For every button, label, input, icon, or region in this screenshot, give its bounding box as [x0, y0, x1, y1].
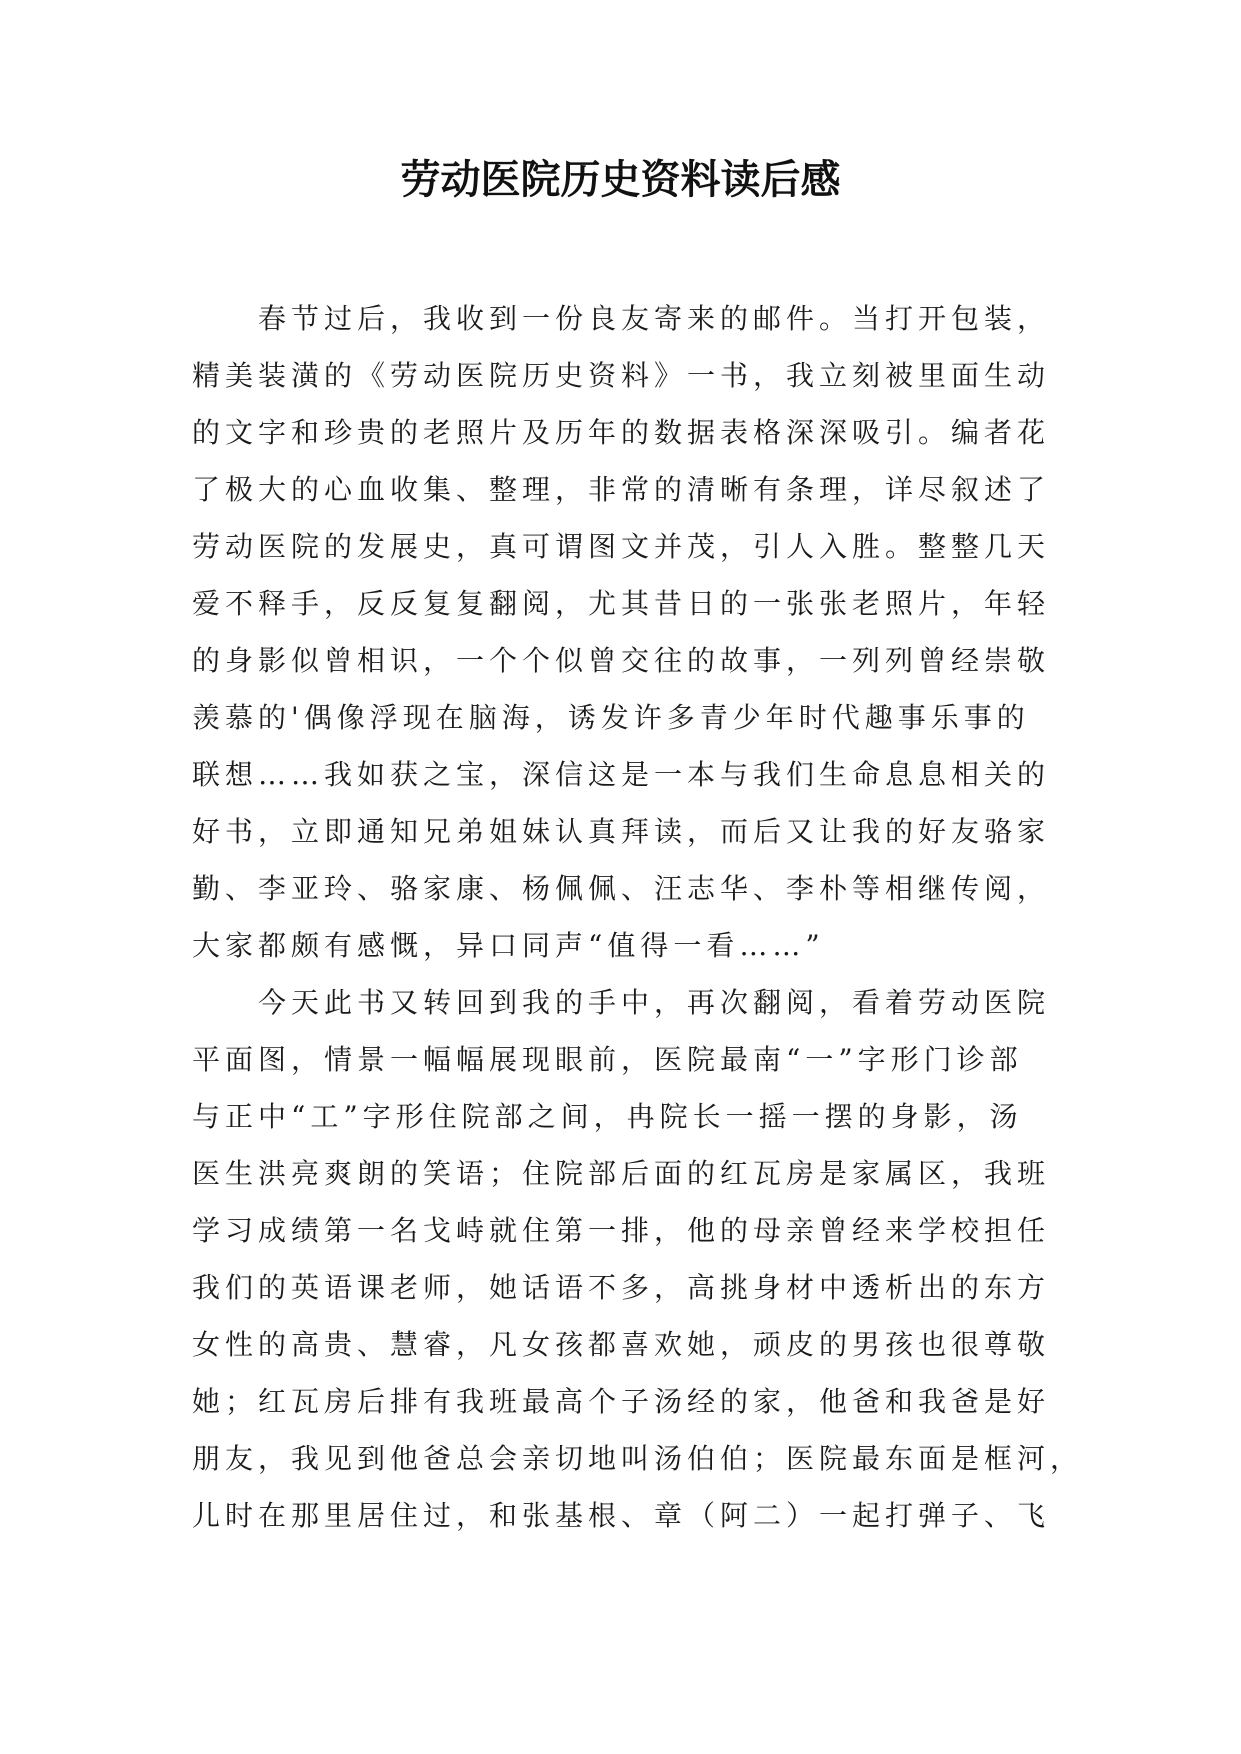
text-line: 大家都颇有感慨，异口同声“值得一看……”: [192, 929, 825, 962]
text-line: 她；红瓦房后排有我班最高个子汤经的家，他爸和我爸是好: [192, 1385, 1051, 1418]
text-line: 的文字和珍贵的老照片及历年的数据表格深深吸引。编者花: [192, 416, 1051, 449]
document-body: [192, 290, 1084, 1544]
text-line: 女性的高贵、慧睿，凡女孩都喜欢她，顽皮的男孩也很尊敬: [192, 1328, 1051, 1361]
text-line: 精美装潢的《劳动医院历史资料》一书，我立刻被里面生动: [192, 359, 1051, 392]
document-title: 劳动医院历史资料读后感: [400, 156, 841, 203]
text-line: 了极大的心血收集、整理，非常的清晰有条理，详尽叙述了: [192, 473, 1051, 506]
text-line: 联想……我如获之宝，深信这是一本与我们生命息息相关的: [192, 758, 1051, 791]
text-line: 医生洪亮爽朗的笑语；住院部后面的红瓦房是家属区，我班: [192, 1157, 1051, 1190]
paragraph-1: [192, 290, 1072, 974]
text-line: 勤、李亚玲、骆家康、杨佩佩、汪志华、李朴等相继传阅，: [192, 872, 1051, 905]
text-line: 我们的英语课老师，她话语不多，高挑身材中透析出的东方: [192, 1271, 1051, 1304]
paragraph-2: [192, 974, 1084, 1544]
text-line: 今天此书又转回到我的手中，再次翻阅，看着劳动医院: [258, 986, 1051, 1019]
text-line: 儿时在那里居住过，和张基根、章（阿二）一起打弹子、飞: [192, 1499, 1051, 1532]
text-line: 好书，立即通知兄弟姐妹认真拜读，而后又让我的好友骆家: [192, 815, 1051, 848]
text-line: 劳动医院的发展史，真可谓图文并茂，引人入胜。整整几天: [192, 530, 1051, 563]
text-line: 羡慕的'偶像浮现在脑海，诱发许多青少年时代趣事乐事的: [192, 701, 1030, 734]
text-line: 的身影似曾相识，一个个似曾交往的故事，一列列曾经崇敬: [192, 644, 1051, 677]
text-line: 平面图，情景一幅幅展现眼前，医院最南“一”字形门诊部: [192, 1043, 1023, 1076]
text-line: 春节过后，我收到一份良友寄来的邮件。当打开包装，: [258, 302, 1051, 335]
text-line: 学习成绩第一名戈峙就住第一排，他的母亲曾经来学校担任: [192, 1214, 1051, 1247]
text-line: 爱不释手，反反复复翻阅，尤其昔日的一张张老照片，年轻: [192, 587, 1051, 620]
text-line: 朋友，我见到他爸总会亲切地叫汤伯伯；医院最东面是框河，: [192, 1442, 1084, 1475]
text-line: 与正中“工”字形住院部之间，冉院长一摇一摆的身影，汤: [192, 1100, 1023, 1133]
